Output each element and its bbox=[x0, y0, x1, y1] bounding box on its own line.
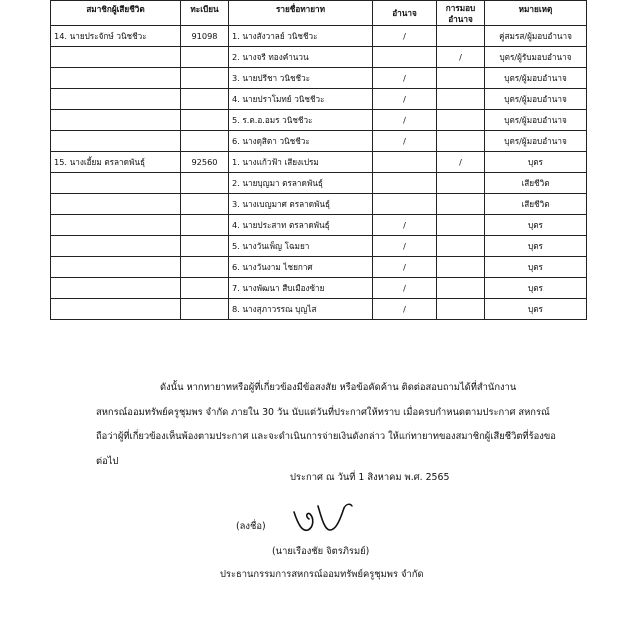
signer-name: (นายเรืองชัย จิตรภิรมย์) bbox=[272, 546, 370, 557]
authority-mark-cell bbox=[373, 152, 437, 173]
remarks-cell: บุตร/ผู้มอบอำนาจ bbox=[485, 89, 587, 110]
registration-cell bbox=[181, 194, 229, 215]
registration-cell bbox=[181, 257, 229, 278]
authority-mark-cell: / bbox=[373, 89, 437, 110]
heir-name-cell: 4. นายประสาท ตรลาดพันธุ์ bbox=[229, 215, 373, 236]
announcement-line-2: สหกรณ์ออมทรัพย์ครูชุมพร จำกัด ภายใน 30 วัน นับแต่วันที่ประกาศให้ทราบ เมื่อครบกำหนดตามประกาศ สหกรณ์ bbox=[96, 406, 550, 418]
table-row bbox=[51, 215, 587, 236]
deceased-member-cell: 15. นางเอี้ยม ตรลาดพันธุ์ bbox=[51, 152, 181, 173]
delegate-mark-cell bbox=[437, 278, 485, 299]
heir-name-cell: 2. นางจรี ทองคำนวน bbox=[229, 47, 373, 68]
deceased-member-cell bbox=[51, 236, 181, 257]
heir-name-cell: 3. นางเบญมาศ ตรลาดพันธุ์ bbox=[229, 194, 373, 215]
heir-name-cell: 1. นางแก้วฟ้า เสียงเปรม bbox=[229, 152, 373, 173]
heir-name-cell: 7. นางพัฒนา สืบเมืองซ้าย bbox=[229, 278, 373, 299]
header-deceased: สมาชิกผู้เสียชีวิต bbox=[51, 1, 181, 26]
registration-cell bbox=[181, 47, 229, 68]
remarks-cell: บุตร bbox=[485, 236, 587, 257]
remarks-cell: บุตร/ผู้มอบอำนาจ bbox=[485, 110, 587, 131]
header-delegate-line2: อำนาจ bbox=[448, 14, 473, 24]
registration-cell bbox=[181, 68, 229, 89]
registration-cell: 92560 bbox=[181, 152, 229, 173]
heir-name-cell: 8. นางสุภาวรรณ บุญไส bbox=[229, 299, 373, 320]
authority-mark-cell bbox=[373, 173, 437, 194]
remarks-cell: เสียชีวิต bbox=[485, 173, 587, 194]
table-row bbox=[51, 236, 587, 257]
remarks-cell: บุตร bbox=[485, 299, 587, 320]
remarks-cell: บุตร/ผู้มอบอำนาจ bbox=[485, 131, 587, 152]
remarks-cell: บุตร bbox=[485, 215, 587, 236]
announcement-line-4: ต่อไป bbox=[96, 455, 119, 467]
remarks-cell: บุตร bbox=[485, 278, 587, 299]
delegate-mark-cell bbox=[437, 131, 485, 152]
delegate-mark-cell bbox=[437, 257, 485, 278]
signer-position: ประธานกรรมการสหกรณ์ออมทรัพย์ครูชุมพร จำกัด bbox=[220, 569, 424, 580]
remarks-cell: เสียชีวิต bbox=[485, 194, 587, 215]
registration-cell bbox=[181, 131, 229, 152]
delegate-mark-cell bbox=[437, 173, 485, 194]
registration-cell: 91098 bbox=[181, 26, 229, 47]
delegate-mark-cell bbox=[437, 110, 485, 131]
heir-name-cell: 6. นางวันงาม ไชยกาศ bbox=[229, 257, 373, 278]
table-row bbox=[51, 194, 587, 215]
announcement-line-3: ถือว่าผู้ที่เกี่ยวข้องเห็นพ้องตามประกาศ และจะดำเนินการจ่ายเงินดังกล่าว ให้แก่ทายาทของสมาชิกผู้เสียชีวิตที่ร้องขอ bbox=[96, 431, 556, 442]
authority-mark-cell: / bbox=[373, 68, 437, 89]
deceased-member-cell: 14. นายประจักษ์ วนิชชีวะ bbox=[51, 26, 181, 47]
announcement-date: ประกาศ ณ วันที่ 1 สิงหาคม พ.ศ. 2565 bbox=[290, 472, 450, 483]
delegate-mark-cell bbox=[437, 194, 485, 215]
delegate-mark-cell bbox=[437, 89, 485, 110]
table-row bbox=[51, 89, 587, 110]
authority-mark-cell: / bbox=[373, 299, 437, 320]
announcement-paragraph bbox=[96, 376, 588, 474]
delegate-mark-cell: / bbox=[437, 152, 485, 173]
remarks-cell: บุตร/ผู้มอบอำนาจ bbox=[485, 68, 587, 89]
delegate-mark-cell bbox=[437, 299, 485, 320]
table-row bbox=[51, 173, 587, 194]
table-row bbox=[51, 68, 587, 89]
registration-cell bbox=[181, 278, 229, 299]
deceased-member-cell bbox=[51, 278, 181, 299]
deceased-member-cell bbox=[51, 194, 181, 215]
authority-mark-cell bbox=[373, 47, 437, 68]
registration-cell bbox=[181, 89, 229, 110]
heir-name-cell: 4. นายปราโมทย์ วนิชชีวะ bbox=[229, 89, 373, 110]
delegate-mark-cell: / bbox=[437, 47, 485, 68]
deceased-member-cell bbox=[51, 131, 181, 152]
registration-cell bbox=[181, 299, 229, 320]
table-row bbox=[51, 152, 587, 173]
handwritten-signature bbox=[280, 494, 360, 544]
deceased-member-cell bbox=[51, 110, 181, 131]
heir-name-cell: 6. นางดุสิตา วนิชชีวะ bbox=[229, 131, 373, 152]
sign-label: (ลงชื่อ) bbox=[236, 521, 266, 532]
header-delegate bbox=[437, 1, 485, 26]
heir-name-cell: 2. นายบุญมา ตรลาดพันธุ์ bbox=[229, 173, 373, 194]
authority-mark-cell: / bbox=[373, 131, 437, 152]
authority-mark-cell: / bbox=[373, 236, 437, 257]
header-authority: อำนาจ bbox=[373, 1, 437, 26]
header-heirs: รายชื่อทายาท bbox=[229, 1, 373, 26]
deceased-member-cell bbox=[51, 215, 181, 236]
heir-name-cell: 1. นางสังวาลย์ วนิชชีวะ bbox=[229, 26, 373, 47]
registration-cell bbox=[181, 173, 229, 194]
authority-mark-cell bbox=[373, 194, 437, 215]
table-row bbox=[51, 257, 587, 278]
authority-mark-cell: / bbox=[373, 26, 437, 47]
header-delegate-line1: การมอบ bbox=[445, 3, 476, 13]
remarks-cell: บุตร bbox=[485, 152, 587, 173]
table-row bbox=[51, 131, 587, 152]
authority-mark-cell: / bbox=[373, 215, 437, 236]
registration-cell bbox=[181, 110, 229, 131]
heir-name-cell: 5. นางวันเพ็ญ โฉมยา bbox=[229, 236, 373, 257]
table-header-row bbox=[51, 1, 587, 26]
delegate-mark-cell bbox=[437, 215, 485, 236]
deceased-member-cell bbox=[51, 89, 181, 110]
table-row bbox=[51, 26, 587, 47]
heirs-table bbox=[50, 0, 587, 320]
header-registration: ทะเบียน bbox=[181, 1, 229, 26]
deceased-member-cell bbox=[51, 173, 181, 194]
authority-mark-cell: / bbox=[373, 278, 437, 299]
header-remarks: หมายเหตุ bbox=[485, 1, 587, 26]
registration-cell bbox=[181, 215, 229, 236]
table-row bbox=[51, 299, 587, 320]
remarks-cell: คู่สมรส/ผู้มอบอำนาจ bbox=[485, 26, 587, 47]
authority-mark-cell: / bbox=[373, 110, 437, 131]
registration-cell bbox=[181, 236, 229, 257]
table-row bbox=[51, 47, 587, 68]
heir-name-cell: 5. ร.ต.อ.อมร วนิชชีวะ bbox=[229, 110, 373, 131]
table-row bbox=[51, 110, 587, 131]
delegate-mark-cell bbox=[437, 68, 485, 89]
delegate-mark-cell bbox=[437, 236, 485, 257]
announcement-line-1: ดังนั้น หากทายาทหรือผู้ที่เกี่ยวข้องมีข้อสงสัย หรือข้อคัดค้าน ติดต่อสอบถามได้ที่สำนักงาน bbox=[160, 382, 517, 393]
deceased-member-cell bbox=[51, 257, 181, 278]
delegate-mark-cell bbox=[437, 26, 485, 47]
remarks-cell: บุตร bbox=[485, 257, 587, 278]
deceased-member-cell bbox=[51, 68, 181, 89]
heir-name-cell: 3. นายปรีชา วนิชชีวะ bbox=[229, 68, 373, 89]
deceased-member-cell bbox=[51, 47, 181, 68]
deceased-member-cell bbox=[51, 299, 181, 320]
table-row bbox=[51, 278, 587, 299]
authority-mark-cell: / bbox=[373, 257, 437, 278]
remarks-cell: บุตร/ผู้รับมอบอำนาจ bbox=[485, 47, 587, 68]
